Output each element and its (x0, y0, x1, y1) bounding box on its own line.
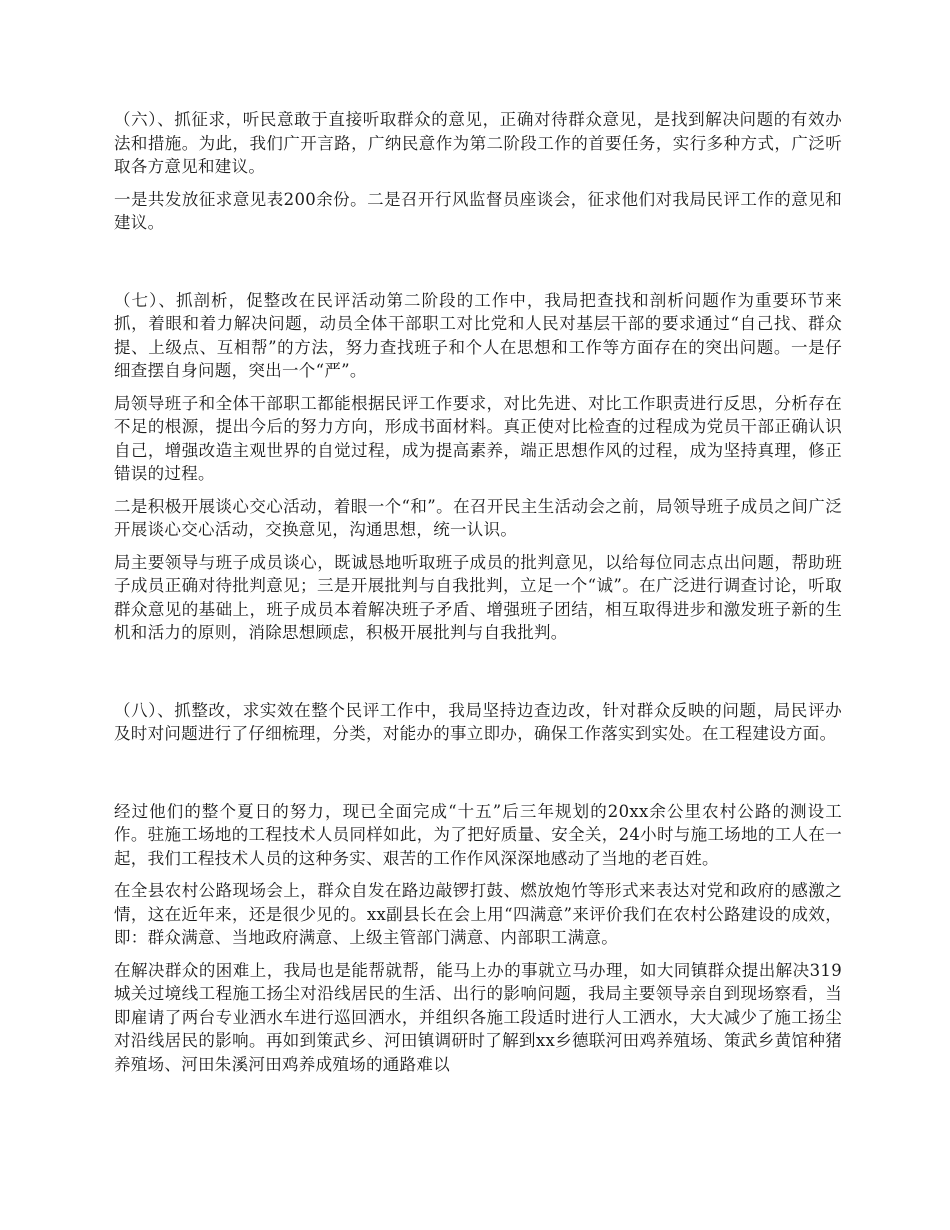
paragraph-criticism: 局主要领导与班子成员谈心，既诚恳地听取班子成员的批判意见，以给每位同志点出问题，帮助班子成员正确对待批判意见；三是开展批判与自我批判，立足一个“诚”。在广泛进行调查讨论，听取群众意见的基础上，班子成员本着解决班子矛盾、增强班子团结，相互取得进步和激发班子新的生机和活力的原则，消除思想顾虑，积极开展批判与自我批判。 (114, 552, 842, 642)
paragraph-road-conference: 在全县农村公路现场会上，群众自发在路边敲锣打鼓、燃放炮竹等形式来表达对党和政府的感激之情，这在近年来，还是很少见的。xx副县长在会上用“四满意”来评价我们在农村公路建设的成效，即：群众满意、当地政府满意、上级主管部门满意、内部职工满意。 (114, 881, 842, 947)
document-page (114, 108, 842, 1085)
section-spacer (114, 755, 842, 800)
paragraph-road-survey: 经过他们的整个夏日的努力，现已全面完成“十五”后三年规划的20xx余公里农村公路的测设工作。驻施工场地的工程技术人员同样如此，为了把好质量、安全关，24小时与施工场地的工人在一起，我们工程技术人员的这种务实、艰苦的工作作风深深地感动了当地的老百姓。 (114, 801, 842, 868)
paragraph-survey-forms: 一是共发放征求意见表200余份。二是召开行风监督员座谈会，征求他们对我局民评工作的意见和建议。 (114, 189, 842, 232)
paragraph-solving-difficulties: 在解决群众的困难上，我局也是能帮就帮，能马上办的事就立马办理，如大同镇群众提出解决319城关过境线工程施工扬尘对沿线居民的生活、出行的影响问题，我局主要领导亲自到现场察看，当即雇请了两台专业洒水车进行巡回洒水，并组织各施工段适时进行人工洒水，大大减少了施工扬尘对沿线居民的影响。再如到策武乡、河田镇调研时了解到xx乡德联河田鸡养殖场、策武乡黄馆种猪养殖场、河田朱溪河田鸡养成殖场的通路难以 (114, 960, 842, 1074)
paragraph-leadership-reflection: 局领导班子和全体干部职工都能根据民评工作要求，对比先进、对比工作职责进行反思，分析存在不足的根源，提出今后的努力方向，形成书面材料。真正使对比检查的过程成为党员干部正确认识自己，增强改造主观世界的自觉过程，成为提高素养，端正思想作风的过程，成为坚持真理，修正错误的过程。 (114, 393, 842, 483)
paragraph-heart-talks: 二是积极开展谈心交心活动，着眼一个“和”。在召开民主生活动会之前，局领导班子成员之间广泛开展谈心交心活动，交换意见，沟通思想，统一认识。 (114, 496, 842, 539)
paragraph-eight-rectify: （八）、抓整改，求实效在整个民评工作中，我局坚持边查边改，针对群众反映的问题，局民评办及时对问题进行了仔细梳理，分类，对能办的事立即办，确保工作落实到实处。在工程建设方面。 (114, 700, 842, 743)
section-spacer (114, 654, 842, 699)
paragraph-seven-analysis: （七）、抓剖析，促整改在民评活动第二阶段的工作中，我局把查找和剖析问题作为重要环节来抓，着眼和着力解决问题，动员全体干部职工对比党和人民对基层干部的要求通过“自己找、群众提、上级点、互相帮”的方法，努力查找班子和个人在思想和工作等方面存在的突出问题。一是仔细查摆自身问题，突出一个“严”。 (114, 290, 842, 380)
paragraph-six-listen: （六）、抓征求，听民意敢于直接听取群众的意见，正确对待群众意见，是找到解决问题的有效办法和措施。为此，我们广开言路，广纳民意作为第二阶段工作的首要任务，实行多种方式，广泛听取各方意见和建议。 (114, 110, 842, 176)
section-spacer (114, 244, 842, 289)
